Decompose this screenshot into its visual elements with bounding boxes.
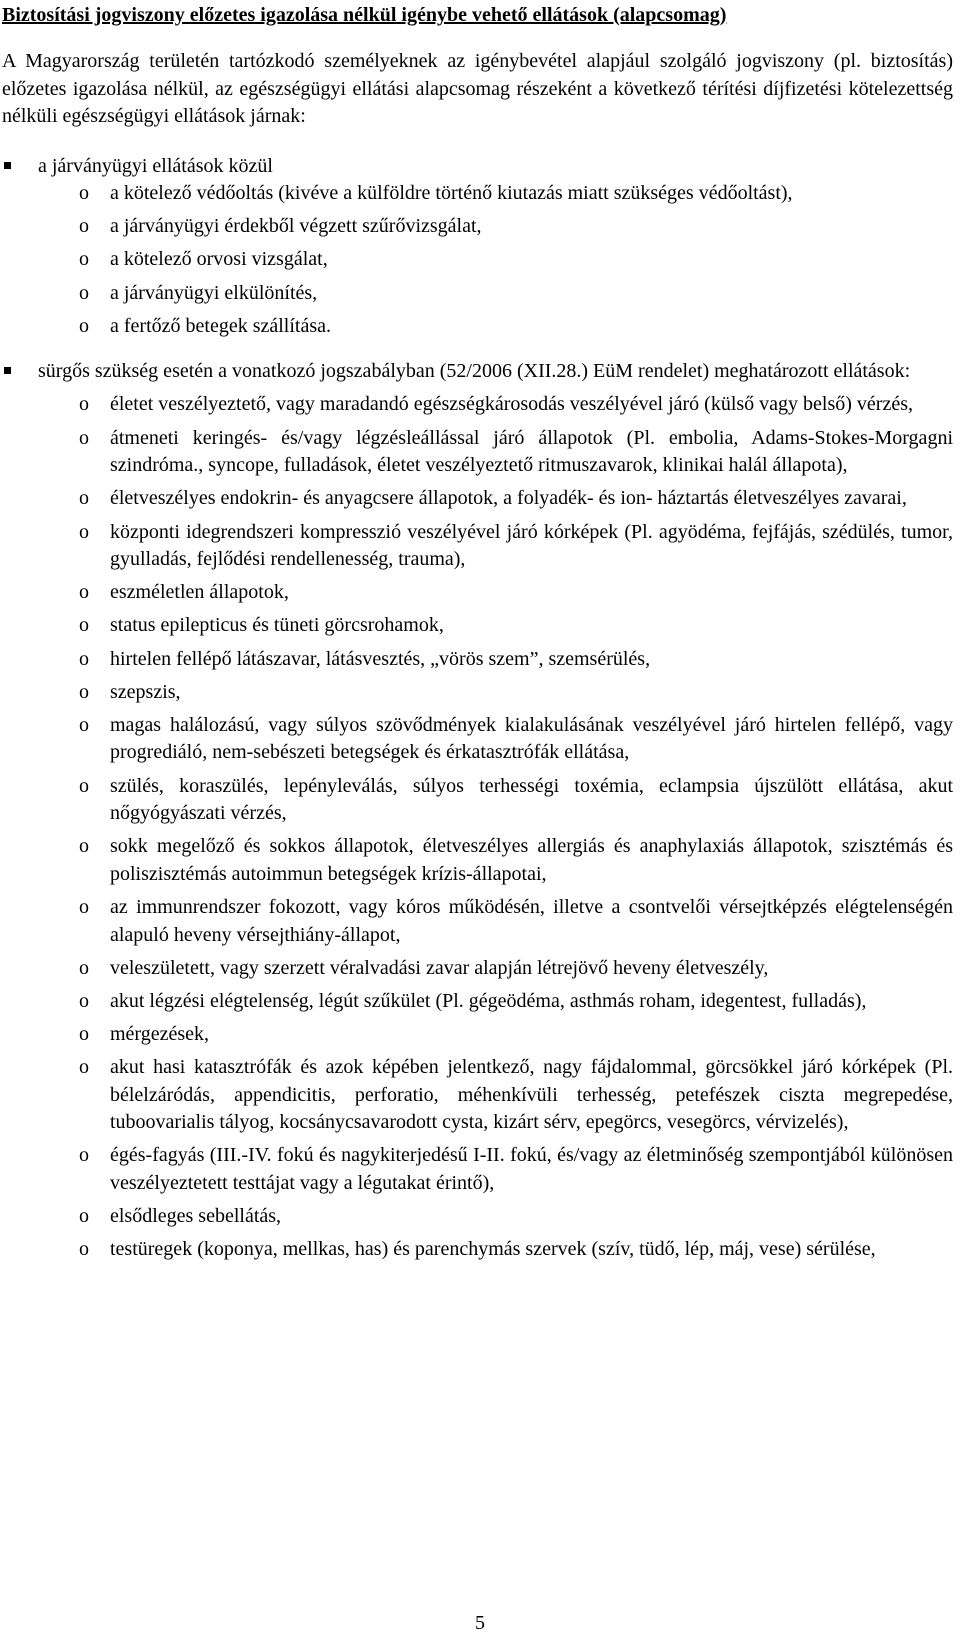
square-bullet-icon <box>4 367 11 374</box>
list-item-text: szepszis, <box>110 680 181 703</box>
section-heading: sürgős szükség esetén a vonatkozó jogszabályban (52/2006 (XII.28.) EüM rendelet) meghatározott ellátások: <box>38 360 911 383</box>
list-item <box>2 955 953 983</box>
circle-bullet-icon: o <box>79 581 89 604</box>
circle-bullet-icon: o <box>79 182 89 204</box>
circle-bullet-icon: o <box>79 520 89 543</box>
list-item-text: a járványügyi érdekből végzett szűrővizsgálat, <box>110 215 482 238</box>
list-item-text: akut légzési elégtelenség, légút szűkület (Pl. gégeödéma, asthmás roham, idegentest, fulladás), <box>110 989 867 1012</box>
circle-bullet-icon: o <box>79 956 89 979</box>
list-item-text: életveszélyes endokrin- és anyagcsere állapotok, a folyadék- és ion- háztartás életveszélyes zavarai, <box>110 487 907 510</box>
page-number: 5 <box>475 1612 485 1634</box>
list-item <box>2 391 953 419</box>
list-item-text: a kötelező védőoltás (kivéve a külföldre történő kiutazás miatt szükséges védőoltást), <box>110 182 793 204</box>
list-item-text: átmeneti keringés- és/vagy légzésleállással járó állapotok (Pl. embolia, Adams-Stokes-Morgagni szindróma., syncope, fulladások, életet veszélyeztető ritmuszavarok, klinikai halál állapota), <box>110 426 953 477</box>
circle-bullet-icon: o <box>79 281 89 304</box>
document-page <box>2 2 953 1282</box>
circle-bullet-icon: o <box>79 835 89 858</box>
list-item-text: mérgezések, <box>110 1023 210 1046</box>
circle-bullet-icon: o <box>79 614 89 637</box>
circle-bullet-icon: o <box>79 713 89 736</box>
list-item <box>2 1203 953 1231</box>
section-epidemiology <box>2 153 953 341</box>
list-item <box>2 180 953 208</box>
list-item-text: status epilepticus és tüneti görcsrohamok, <box>110 614 444 637</box>
list-item <box>2 894 953 949</box>
list-item <box>2 1236 953 1264</box>
list-item <box>2 679 953 707</box>
circle-bullet-icon: o <box>79 774 89 797</box>
section-emergency <box>2 358 953 1264</box>
list-item-text: testüregek (koponya, mellkas, has) és parenchymás szervek (szív, tüdő, lép, máj, vese) sérülése, <box>110 1238 876 1261</box>
section-heading: a járványügyi ellátások közül <box>38 154 273 177</box>
list-item-text: az immunrendszer fokozott, vagy kóros működésén, illetve a csontvelői vérsejtképzés elégtelenségén alapuló heveny vérsejthiány-állapot, <box>110 896 953 946</box>
document-title: Biztosítási jogviszony előzetes igazolása nélkül igénybe vehető ellátások (alapcsomag) <box>2 4 727 26</box>
list-item-text: szülés, koraszülés, lepényleválás, súlyos terhességi toxémia, eclampsia újszülött ellátása, akut nőgyógyászati vérzés, <box>110 774 953 825</box>
list-item <box>2 246 953 274</box>
list-item-text: sokk megelőző és sokkos állapotok, életveszélyes allergiás és anaphylaxiás állapotok, szisztémás és poliszisztémás autoimmun betegségek krízis-állapotai, <box>110 835 953 885</box>
list-item <box>2 988 953 1016</box>
list-item <box>2 313 953 341</box>
square-bullet-icon <box>4 162 11 169</box>
circle-bullet-icon: o <box>79 896 89 918</box>
list-item-text: égés-fagyás (III.-IV. fokú és nagykiterjedésű I-II. fokú, és/vagy az életminőség szempontjából különösen veszélyeztetett testtájat vagy a légutakat érintő), <box>110 1144 953 1194</box>
list-item <box>2 579 953 607</box>
list-item <box>2 646 953 674</box>
list-item <box>2 213 953 241</box>
list-item-text: a kötelező orvosi vizsgálat, <box>110 248 328 271</box>
circle-bullet-icon: o <box>79 487 89 510</box>
list-item-text: hirtelen fellépő látászavar, látásvesztés, „vörös szem”, szemsérülés, <box>110 647 651 670</box>
circle-bullet-icon: o <box>79 248 89 271</box>
circle-bullet-icon: o <box>79 1056 89 1079</box>
circle-bullet-icon: o <box>79 1144 89 1167</box>
list-item <box>2 1142 953 1197</box>
section-heading-row <box>2 153 953 181</box>
circle-bullet-icon: o <box>79 1238 89 1261</box>
list-item <box>2 280 953 308</box>
list-item-text: magas halálozású, vagy súlyos szövődmények kialakulásának veszélyével járó hirtelen fellépő, vagy progrediáló, nem-sebészeti betegségek és érkatasztrófák ellátása, <box>110 713 953 764</box>
list-item-text: akut hasi katasztrófák és azok képében jelentkező, nagy fájdalommal, görcsökkel járó kórképek (Pl. bélelzáródás, appendicitis, perforatio, méhenkívüli terhesség, petefészek ciszta megrepedése, tuboovarialis tályog, kocsánycsavarodott cysta, kizárt sérv, epegörcs, vesegörcs, vérvizelés), <box>110 1056 953 1134</box>
list-item <box>2 773 953 828</box>
circle-bullet-icon: o <box>79 426 89 449</box>
circle-bullet-icon: o <box>79 393 89 416</box>
list-item-text: a fertőző betegek szállítása. <box>110 314 331 337</box>
list-item <box>2 612 953 640</box>
list-item-text: központi idegrendszeri kompresszió veszélyével járó kórképek (Pl. agyödéma, fejfájás, szédülés, tumor, gyulladás, fejlődési rendellenesség, trauma), <box>110 520 953 570</box>
list-item-text: életet veszélyeztető, vagy maradandó egészségkárosodás veszélyével járó (külső vagy belső) vérzés, <box>110 393 913 416</box>
emergency-list <box>2 391 953 1263</box>
list-item-text: eszméletlen állapotok, <box>110 581 289 604</box>
epidemiology-list <box>2 180 953 340</box>
list-item <box>2 712 953 767</box>
circle-bullet-icon: o <box>79 647 89 670</box>
list-item <box>2 1021 953 1049</box>
list-item-text: elsődleges sebellátás, <box>110 1205 282 1228</box>
circle-bullet-icon: o <box>79 1023 89 1046</box>
circle-bullet-icon: o <box>79 680 89 703</box>
circle-bullet-icon: o <box>79 215 89 238</box>
list-item <box>2 485 953 513</box>
circle-bullet-icon: o <box>79 1205 89 1228</box>
list-item <box>2 519 953 574</box>
list-item-text: a járványügyi elkülönítés, <box>110 281 318 304</box>
list-item <box>2 833 953 888</box>
intro-paragraph: A Magyarország területén tartózkodó személyeknek az igénybevétel alapjául szolgáló jogviszony (pl. biztosítás) előzetes igazolása nélkül, az egészségügyi ellátási alapcsomag részeként a következő térítési díjfizetési kötelezettség nélküli egészségügyi ellátások járnak: <box>2 50 953 127</box>
circle-bullet-icon: o <box>79 989 89 1012</box>
circle-bullet-icon: o <box>79 314 89 337</box>
list-item-text: veleszületett, vagy szerzett véralvadási zavar alapján létrejövő heveny életveszély, <box>110 956 769 979</box>
section-heading-row <box>2 358 953 386</box>
list-item <box>2 425 953 480</box>
list-item <box>2 1054 953 1137</box>
